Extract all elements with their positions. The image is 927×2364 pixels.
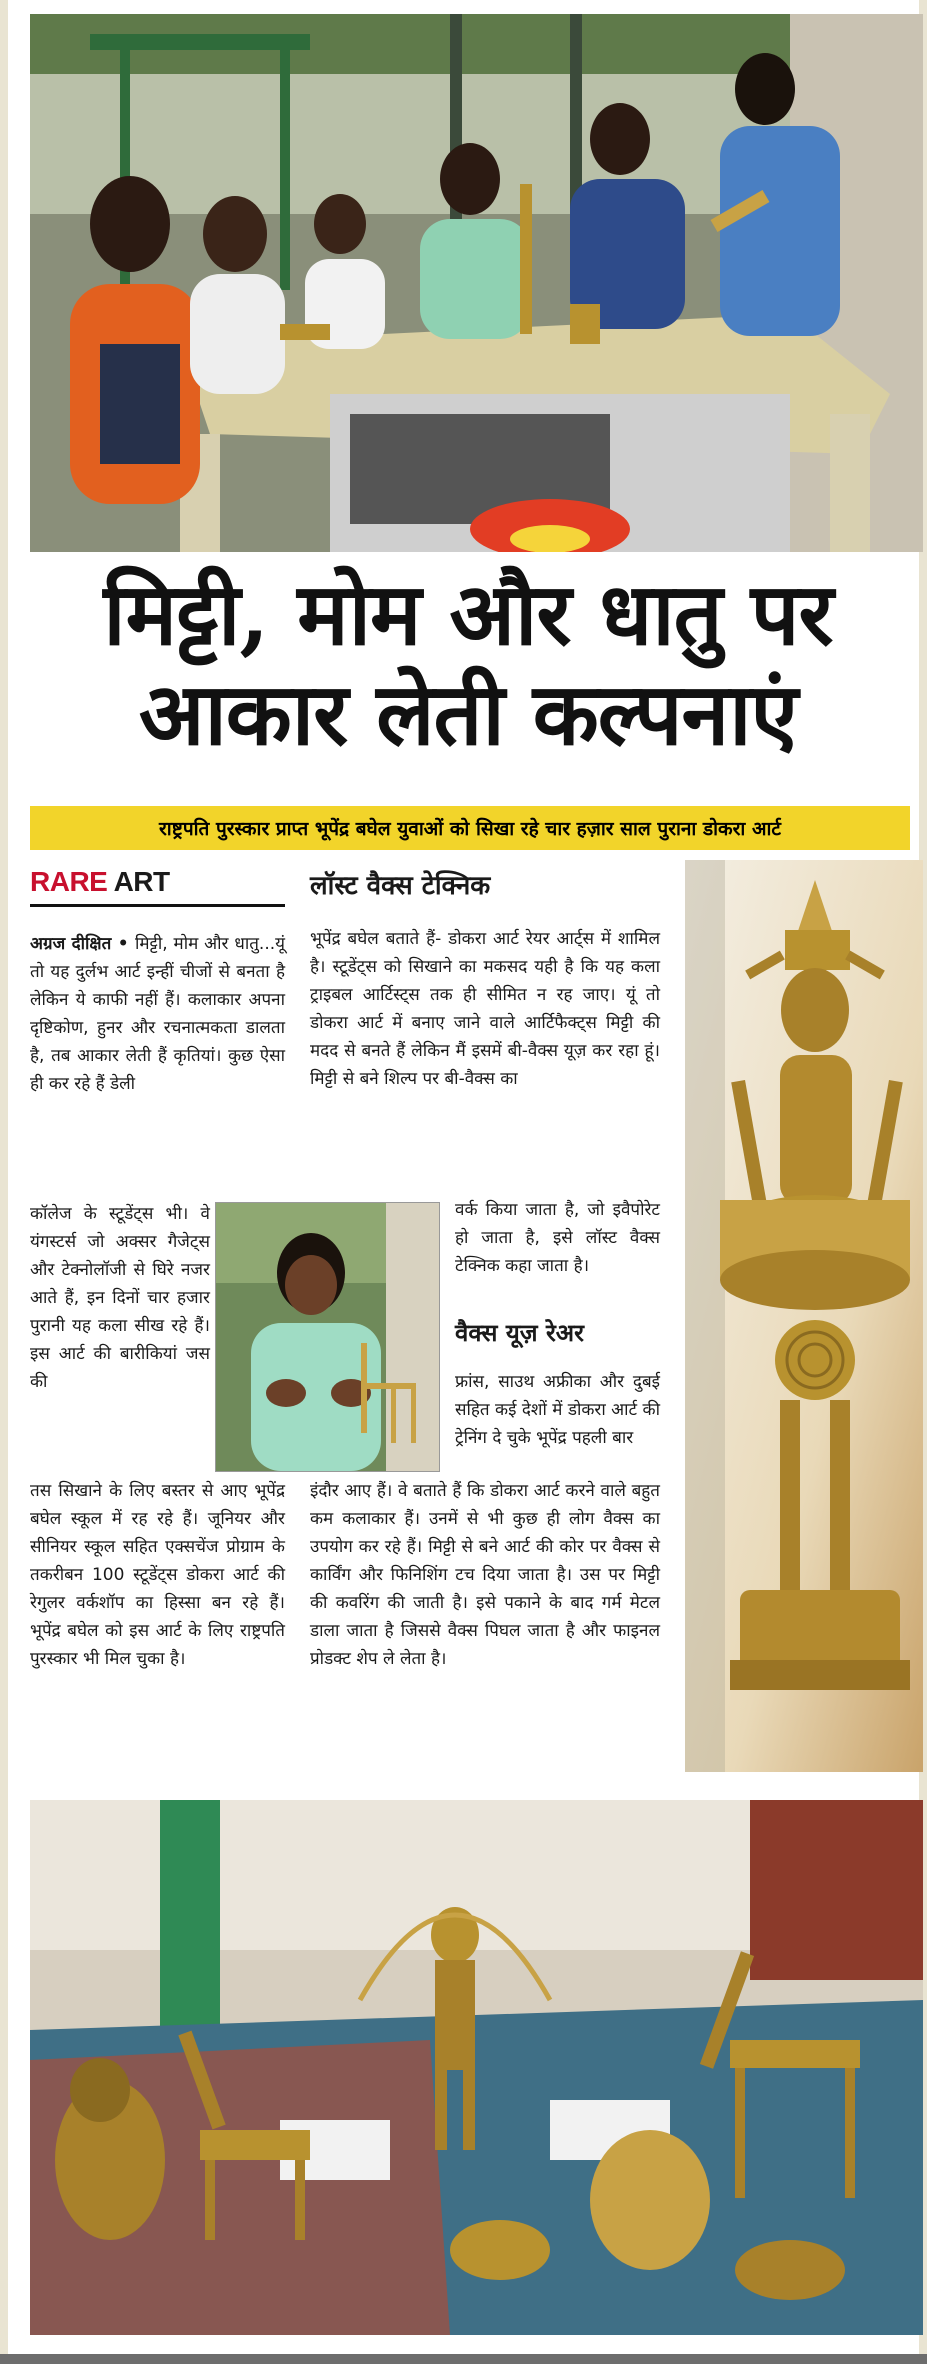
label-accent: RARE (30, 866, 108, 897)
lost-wax-technique-heading: लॉस्ट वैक्स टेक्निक (310, 871, 491, 901)
rare-art-label (30, 866, 285, 907)
page-margin-left (0, 0, 8, 2364)
column-2-text-mid: फ्रांस, साउथ अफ्रीका और दुबई सहित कई देशों में डोकरा आर्ट की ट्रेनिंग दे चुके भूपेंद्र पहली बार (455, 1372, 660, 1448)
byline-bullet: • (111, 934, 135, 954)
column-1-text-narrow: कॉलेज के स्टूडेंट्स भी। वे यंगस्टर्स जो अक्सर गैजेट्स और टेक्नोलॉजी से घिरे नजर आते हैं, इन दिनों चार हजार पुरानी यह कला सीख रहे हैं। इस आर्ट की बारीकियां जस की (30, 1204, 210, 1392)
column-2-text-narrow: वर्क किया जाता है, जो इवैपोरेट हो जाता है, इसे लॉस्ट वैक्स टेक्निक कहा जाता है। (455, 1200, 660, 1276)
artisan-portrait-photo (215, 1202, 440, 1472)
byline: अग्रज दीक्षित (30, 934, 112, 954)
dokra-drummer-figure-photo (685, 860, 923, 1772)
wax-use-rare-subheading: वैक्स यूज़ रेअर (455, 1319, 584, 1347)
section-rule (30, 904, 285, 907)
column-2-text-top: भूपेंद्र बघेल बताते हैं- डोकरा आर्ट रेयर आर्ट्स में शामिल है। स्टूडेंट्स को सिखाने का मकसद यही है कि यह कला ट्राइबल आर्टिस्ट्स तक ही सीमित न रह जाए। यूं तो डोकरा आर्ट में बनाए जाने वाले आर्टिफैक्ट्स मिट्टी की मदद से बनते हैं लेकिन मैं इसमें बी-वैक्स यूज़ कर रहा हूं। मिट्टी से बने शिल्प पर बी-वैक्स का (310, 929, 660, 1089)
page-bottom-bar (0, 2354, 927, 2364)
column-1-paragraph-top (30, 930, 285, 1098)
dokra-artifacts-display-photo (30, 1800, 923, 2335)
subheadline-banner: राष्ट्रपति पुरस्कार प्राप्त भूपेंद्र बघेल युवाओं को सिखा रहे चार हज़ार साल पुराना डोकरा आर्ट (30, 806, 910, 850)
workshop-photo (30, 14, 923, 552)
headline-line-2: आकार लेती कल्पनाएं (138, 664, 798, 765)
headline (18, 565, 918, 765)
column-1-text-bottom: तस सिखाने के लिए बस्तर से आए भूपेंद्र बघेल स्कूल में रह रहे हैं। जूनियर और सीनियर स्कूल सहित एक्सचेंज प्रोग्राम के तकरीबन 100 स्टूडेंट्स डोकरा आर्ट की रेगुलर वर्कशॉप का हिस्सा बन रहे हैं। भूपेंद्र बघेल को इस आर्ट के लिए राष्ट्रपति पुरस्कार भी मिल चुका है। (30, 1481, 285, 1669)
column-1-text-top: मिट्टी, मोम और धातु...यूं तो यह दुर्लभ आर्ट इन्हीं चीजों से बनता है लेकिन ये काफी नहीं हैं। कलाकार अपना दृष्टिकोण, हुनर और रचनात्मकता डालता है, तब आकार लेती हैं कृतियां। कुछ ऐसा ही कर रहे हैं डेली (30, 934, 285, 1094)
headline-line-1: मिट्टी, मोम और धातु पर (103, 564, 833, 665)
label-rest: ART (107, 866, 170, 897)
column-2-text-bottom: इंदौर आए हैं। वे बताते हैं कि डोकरा आर्ट करने वाले बहुत कम कलाकार हैं। उनमें से भी कुछ ही लोग वैक्स का उपयोग कर रहे हैं। मिट्टी से बने आर्ट की कोर पर वैक्स से कार्विंग और फिनिशिंग टच दिया जाता है। उस पर मिट्टी की कवरिंग की जाती है। इसे पकाने के बाद गर्म मेटल डाला जाता है जिससे वैक्स पिघल जाता है और फाइनल प्रोडक्ट शेप ले लेता है। (310, 1481, 660, 1669)
